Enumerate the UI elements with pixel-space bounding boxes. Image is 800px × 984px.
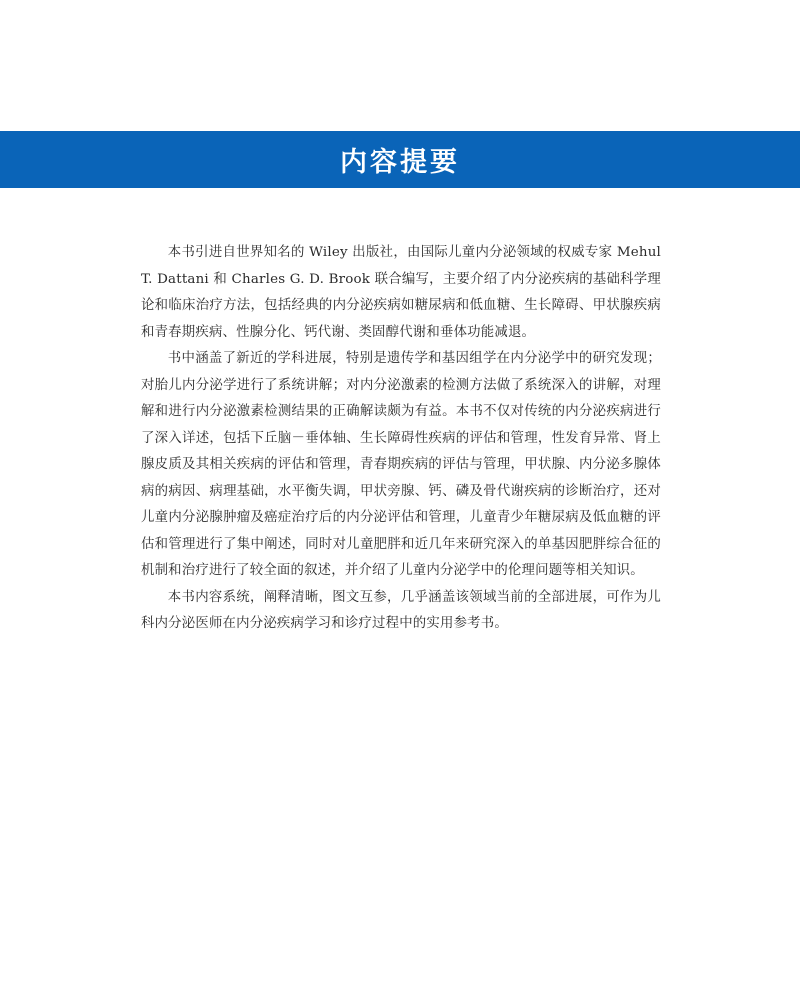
paragraph-2: 书中涵盖了新近的学科进展，特别是遗传学和基因组学在内分泌学中的研究发现；对胎儿内分泌学进行了系统讲解；对内分泌激素的检测方法做了系统深入的讲解，对理解和进行内分泌激素检测结果的正确解读颇为有益。本书不仅对传统的内分泌疾病进行了深入详述，包括下丘脑－垂体轴、生长障碍性疾病的评估和管理，性发育异常、肾上腺皮质及其相关疾病的评估和管理，青春期疾病的评估与管理，甲状腺、内分泌多腺体病的病因、病理基础，水平衡失调，甲状旁腺、钙、磷及骨代谢疾病的诊断治疗，还对儿童内分泌腺肿瘤及癌症治疗后的内分泌评估和管理，儿童青少年糖尿病及低血糖的评估和管理进行了集中阐述，同时对儿童肥胖和近几年来研究深入的单基因肥胖综合征的机制和治疗进行了较全面的叙述，并介绍了儿童内分泌学中的伦理问题等相关知识。 — [141, 351, 661, 578]
summary-body — [141, 240, 661, 638]
paragraph-1: 本书引进自世界知名的 Wiley 出版社，由国际儿童内分泌领域的权威专家 Mehul T. Dattani 和 Charles G. D. Brook 联合编写，主要介绍了内分泌疾病的基础科学理论和临床治疗方法，包括经典的内分泌疾病如糖尿病和低血糖、生长障碍、甲状腺疾病和青春期疾病、性腺分化、钙代谢、类固醇代谢和垂体功能减退。 — [141, 245, 661, 340]
paragraph-3: 本书内容系统，阐释清晰，图文互参，几乎涵盖该领域当前的全部进展，可作为儿科内分泌医师在内分泌疾病学习和诊疗过程中的实用参考书。 — [141, 589, 661, 631]
page-title: 内容提要 — [340, 147, 460, 178]
title-bar — [0, 131, 800, 188]
